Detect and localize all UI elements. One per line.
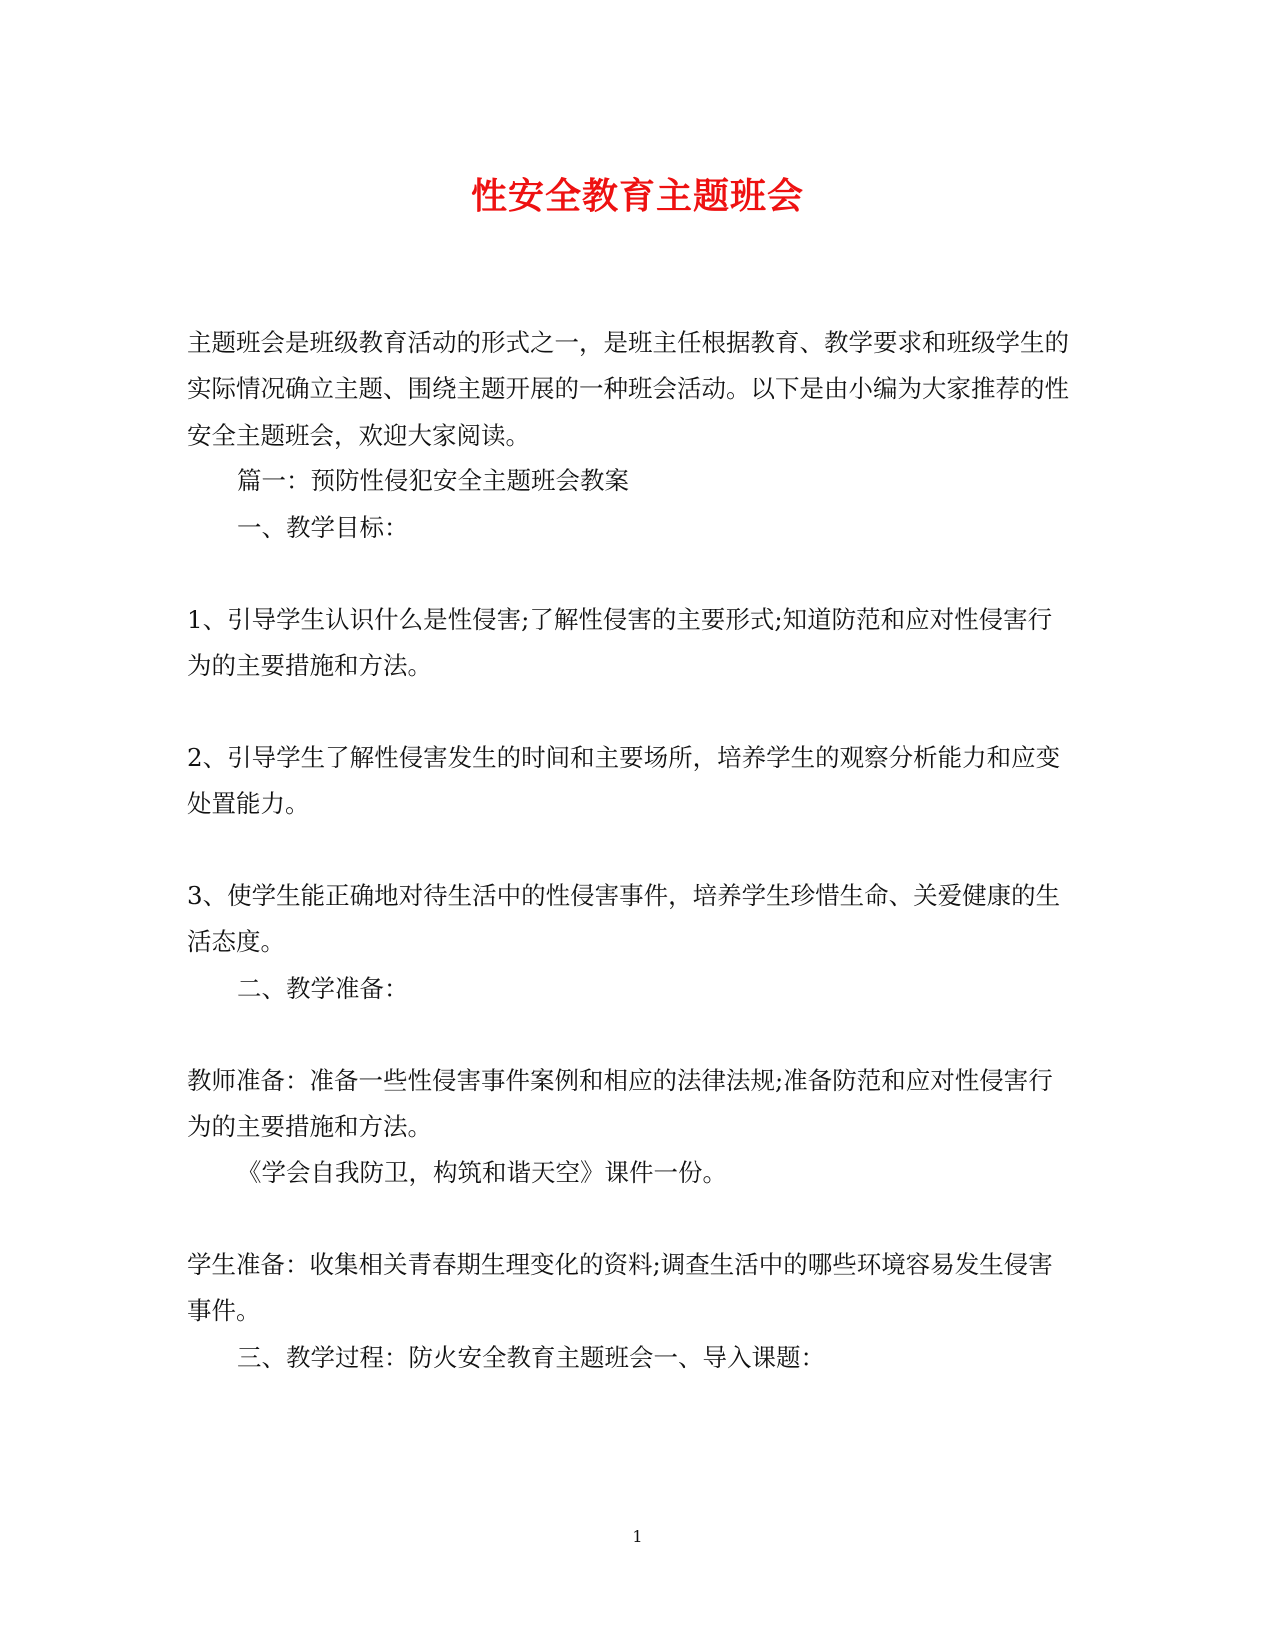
body-line: 事件。 [187,1296,261,1325]
section-heading: 三、教学过程：防火安全教育主题班会一、导入课题： [237,1343,825,1372]
body-line: 主题班会是班级教育活动的形式之一，是班主任根据教育、教学要求和班级学生的 [187,328,1069,357]
list-item: 活态度。 [187,927,285,956]
list-item: 3、使学生能正确地对待生活中的性侵害事件，培养学生珍惜生命、关爱健康的生 [187,881,1061,910]
body-line: 教师准备：准备一些性侵害事件案例和相应的法律法规;准备防范和应对性侵害行 [187,1066,1053,1095]
body-line: 为的主要措施和方法。 [187,1112,432,1141]
list-item: 2、引导学生了解性侵害发生的时间和主要场所，培养学生的观察分析能力和应变 [187,743,1061,772]
list-item: 处置能力。 [187,789,310,818]
list-item: 1、引导学生认识什么是性侵害;了解性侵害的主要形式;知道防范和应对性侵害行 [187,605,1053,634]
section-heading: 二、教学准备： [237,974,409,1003]
body-line: 实际情况确立主题、围绕主题开展的一种班会活动。以下是由小编为大家推荐的性 [187,374,1069,403]
section-heading: 一、教学目标： [237,513,409,542]
list-item: 为的主要措施和方法。 [187,651,432,680]
body-line: 学生准备：收集相关青春期生理变化的资料;调查生活中的哪些环境容易发生侵害 [187,1250,1053,1279]
body-line: 《学会自我防卫，构筑和谐天空》课件一份。 [237,1158,727,1187]
document-title: 性安全教育主题班会 [470,175,804,217]
section-heading: 篇一：预防性侵犯安全主题班会教案 [237,466,629,495]
body-line: 安全主题班会，欢迎大家阅读。 [187,421,530,450]
page-number: 1 [632,1527,643,1546]
